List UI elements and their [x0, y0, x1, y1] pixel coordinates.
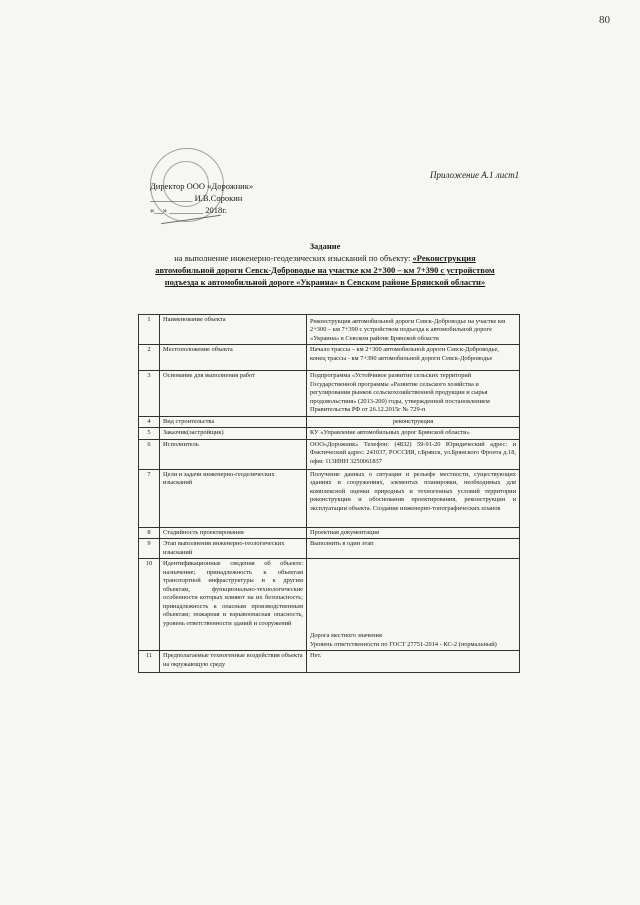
table-cell-value: Получение данных о ситуации и рельефе местности, существующих зданиях и сооружениях, элементах планировки, необходимых для комплексной оценки природных и техногенных условий территории реконструкции и обоснования проектирования, реконструкции и эксплуатации объекта. Создание инженерно-топографических планов	[307, 469, 520, 527]
table-row	[139, 345, 520, 371]
table-cell-num: 9	[139, 539, 160, 559]
table-row	[139, 315, 520, 345]
table-row	[139, 527, 520, 539]
table-cell-label: Основание для выполнения работ	[160, 371, 307, 417]
table-row	[139, 469, 520, 527]
table-cell-label: Цели и задачи инженерно-геодезических изысканий	[160, 469, 307, 527]
table-cell-num: 7	[139, 469, 160, 527]
table-cell-num: 8	[139, 527, 160, 539]
title-block	[150, 240, 500, 288]
table-cell-label: Этап выполнения инженерно-геологических изысканий	[160, 539, 307, 559]
approval-line-date: «__» ________ 2018г.	[150, 205, 227, 215]
assignment-table	[138, 314, 520, 673]
table-cell-num: 6	[139, 439, 160, 469]
document-title: Задание	[309, 241, 341, 251]
appendix-label: Приложение А.1 лист1	[430, 170, 520, 180]
table-cell-label: Предполагаемые техногенные воздействия объекта на окружающую среду	[160, 651, 307, 673]
table-cell-value: Нет.	[307, 651, 520, 673]
table-row	[139, 416, 520, 428]
table-cell-label: Вид строительства	[160, 416, 307, 428]
table-cell-num: 4	[139, 416, 160, 428]
table-row	[139, 439, 520, 469]
table-cell-value: реконструкция	[307, 416, 520, 428]
table-cell-value: Начало трассы – км 2+300 автомобильной дороги Севск-Доброводье, конец трассы - км 7+390 автомобильной дороги Севск-Доброводье	[307, 345, 520, 371]
table-cell-num: 5	[139, 428, 160, 440]
table-cell-value: Дорога местного значения Уровень ответственности по ГОСТ 27751-2014 - КС-2 (нормальный)	[307, 559, 520, 651]
table-cell-value: ООО«Дорожник» Телефон: (4832) 59-91-20 Юридический адрес: и Фактический адрес: 241037, РОССИЯ, г.Брянск, ул.Брянского Фронта д.18, офис 113ИНН 3250061837	[307, 439, 520, 469]
table-cell-value: Выполнить в один этап	[307, 539, 520, 559]
approval-line-signature: __________ И.В.Сорокин	[150, 193, 243, 203]
table-row	[139, 651, 520, 673]
table-cell-label: Идентификационные сведения об объекте: назначение; принадлежность к объектам транспортной инфраструктуры и к другим объектам, функционально-технологические особенности которых влияют на их безопасность; принадлежность к опасным производственным объектам; пожарная и взрывоопасная опасность, уровень ответственности зданий и сооружений	[160, 559, 307, 651]
table-row	[139, 371, 520, 417]
table-cell-label: Заказчик(застройщик)	[160, 428, 307, 440]
title-subject: «Реконструкция автомобильной дороги Севск-Доброводье на участке км 2+300 – км 7+390 с устройством подъезда к автомобильной дороге «Украина» в Севском районе Брянской области»	[155, 253, 495, 287]
title-intro: на выполнение инженерно-геодезических изысканий по объекту:	[174, 253, 411, 263]
table-cell-value: Реконструкция автомобильной дороги Севск-Доброводье на участке км 2+300 – км 7+390 с устройством подъезда к автомобильной дороге «Украина» в Севском районе Брянской области	[307, 315, 520, 345]
table-cell-num: 1	[139, 315, 160, 345]
table-cell-value: КУ «Управление автомобильных дорог Брянской области»	[307, 428, 520, 440]
table-row	[139, 559, 520, 651]
table-cell-label: Местоположение объекта	[160, 345, 307, 371]
page-number: 80	[599, 14, 610, 26]
table-cell-label: Стадийность проектирования	[160, 527, 307, 539]
table-cell-value: Проектная документация	[307, 527, 520, 539]
table-cell-num: 2	[139, 345, 160, 371]
table-cell-num: 11	[139, 651, 160, 673]
table-cell-num: 10	[139, 559, 160, 651]
approval-line-director: Директор ООО «Дорожник»	[150, 181, 254, 191]
table-cell-value: Подпрограмма «Устойчивое развитие сельских территорий Государственной программы «Развитие сельского хозяйства и регулирования рынков сельскохозяйственной продукции и сырья продовольствия» (2013-200) годы, утвержденной постановлением Правительства РФ от 26.12.2015г № 729-п	[307, 371, 520, 417]
table-row	[139, 428, 520, 440]
table-cell-label: Наименование объекта	[160, 315, 307, 345]
table-row	[139, 539, 520, 559]
table-cell-num: 3	[139, 371, 160, 417]
table-cell-label: Исполнитель	[160, 439, 307, 469]
